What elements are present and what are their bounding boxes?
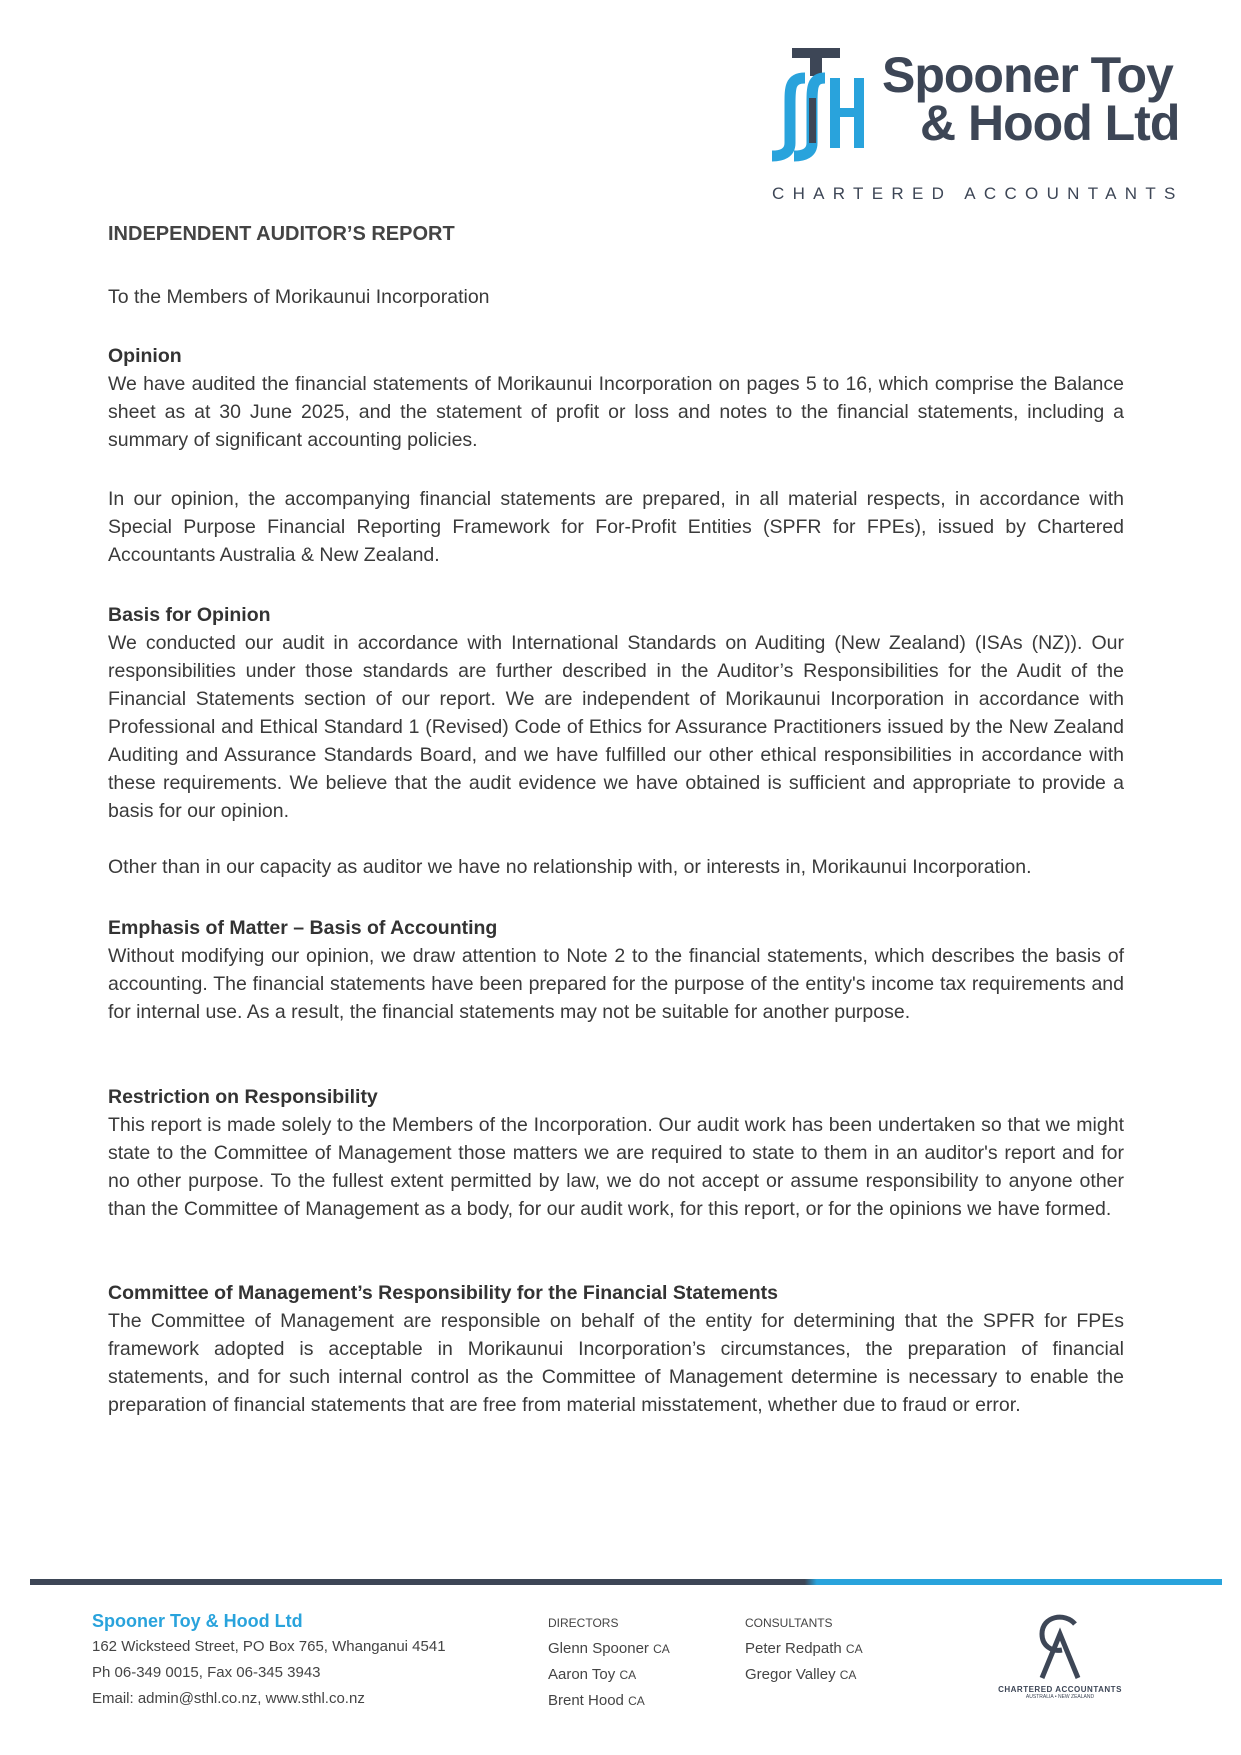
paragraph: Without modifying our opinion, we draw attention to Note 2 to the financial statements, which describes the basis of accounting. The financial statements have been prepared for the purpose of the entity's income tax requirements and for internal use. As a result, the financial statements may not be suitable for another purpose. — [108, 945, 1124, 1023]
section-heading: Emphasis of Matter – Basis of Accounting — [108, 917, 498, 939]
section-emphasis-of-matter — [108, 914, 1124, 1026]
footer-consultants — [745, 1610, 863, 1688]
footer-phone: Ph 06-349 0015, Fax 06-345 3943 — [92, 1664, 321, 1681]
ca-logo-icon — [1030, 1612, 1090, 1680]
director: Brent Hood CA — [548, 1692, 645, 1709]
logo-line-1: Spooner Toy — [882, 47, 1173, 103]
directors-label: DIRECTORS — [548, 1616, 619, 1630]
consultant: Peter Redpath CA — [745, 1640, 863, 1657]
footer-divider — [30, 1579, 1222, 1585]
footer-directors — [548, 1610, 670, 1714]
section-committee-responsibility — [108, 1279, 1124, 1419]
footer-firm-name: Spooner Toy & Hood Ltd — [92, 1611, 303, 1631]
sth-monogram-icon — [770, 48, 880, 163]
section-restriction — [108, 1083, 1124, 1223]
section-heading: Restriction on Responsibility — [108, 1086, 378, 1108]
logo-tagline: CHARTERED ACCOUNTANTS — [772, 184, 1184, 203]
ca-logo-subtext: AUSTRALIA • NEW ZEALAND — [1025, 1694, 1095, 1700]
director: Glenn Spooner CA — [548, 1640, 670, 1657]
section-basis-for-opinion — [108, 601, 1124, 881]
director: Aaron Toy CA — [548, 1666, 637, 1683]
paragraph: In our opinion, the accompanying financial statements are prepared, in all material respects, in accordance with Special Purpose Financial Reporting Framework for For-Profit Entities (SPFR for FPEs), issued by Chartered Accountants Australia & New Zealand. — [108, 488, 1124, 566]
report-title: INDEPENDENT AUDITOR’S REPORT — [108, 223, 455, 245]
consultant: Gregor Valley CA — [745, 1666, 857, 1683]
ca-logo-text: CHARTERED ACCOUNTANTS — [998, 1685, 1122, 1694]
paragraph: We conducted our audit in accordance with International Standards on Auditing (New Zealand) (ISAs (NZ)). Our responsibilities under those standards are further described in the Auditor’s Responsibilities for the Audit of the Financial Statements section of our report. We are independent of Morikaunui Incorporation in accordance with Professional and Ethical Standard 1 (Revised) Code of Ethics for Assurance Practitioners issued by the New Zealand Auditing and Assurance Standards Board, and we have fulfilled our other ethical responsibilities in accordance with these requirements. We believe that the audit evidence we have obtained is sufficient and appropriate to provide a basis for our opinion. — [108, 632, 1124, 822]
logo-line-2: & Hood Ltd — [920, 95, 1180, 151]
section-heading: Committee of Management’s Responsibility for the Financial Statements — [108, 1282, 778, 1304]
section-heading: Opinion — [108, 345, 182, 367]
footer-firm-details — [92, 1608, 446, 1712]
paragraph: The Committee of Management are responsible on behalf of the entity for determining that the SPFR for FPEs framework adopted is acceptable in Morikaunui Incorporation’s circumstances, the preparation of financial statements, and for such internal control as the Committee of Management determine is necessary to enable the preparation of financial statements that are free from material misstatement, whether due to fraud or error. — [108, 1310, 1124, 1416]
firm-logo — [770, 47, 1184, 208]
paragraph: This report is made solely to the Members of the Incorporation. Our audit work has been undertaken so that we might state to the Committee of Management those matters we are required to state to them in an auditor's report and for no other purpose. To the fullest extent permitted by law, we do not accept or assume responsibility to anyone other than the Committee of Management as a body, for our audit work, for this report, or for the opinions we have formed. — [108, 1114, 1124, 1220]
paragraph: Other than in our capacity as auditor we have no relationship with, or interests in, Morikaunui Incorporation. — [108, 856, 1032, 878]
ca-anz-logo — [985, 1612, 1135, 1700]
section-opinion — [108, 342, 1124, 569]
addressee: To the Members of Morikaunui Incorporation — [108, 286, 490, 308]
section-heading: Basis for Opinion — [108, 604, 271, 626]
paragraph: We have audited the financial statements of Morikaunui Incorporation on pages 5 to 16, which comprise the Balance sheet as at 30 June 2025, and the statement of profit or loss and notes to the financial statements, including a summary of significant accounting policies. — [108, 373, 1124, 451]
footer-address: 162 Wicksteed Street, PO Box 765, Whanganui 4541 — [92, 1638, 446, 1655]
footer-email: Email: admin@sthl.co.nz, www.sthl.co.nz — [92, 1690, 365, 1707]
consultants-label: CONSULTANTS — [745, 1616, 833, 1630]
